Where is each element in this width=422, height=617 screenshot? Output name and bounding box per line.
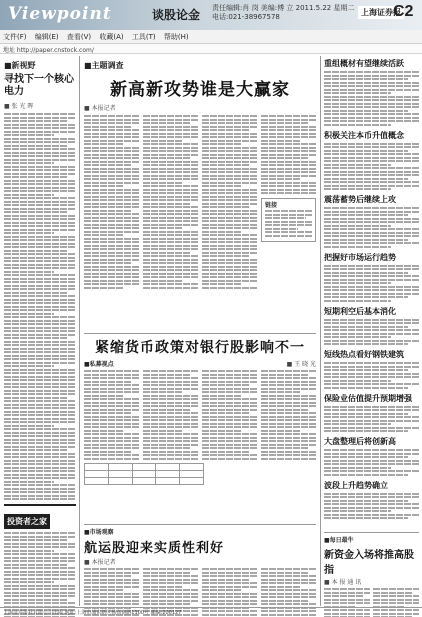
menu-file[interactable]: 文件(F)	[3, 33, 27, 41]
third-article-headline[interactable]: 航运股迎来实质性利好	[84, 541, 225, 556]
right-item-headline[interactable]: 把握好市场运行趋势	[324, 252, 396, 262]
right-bottom-byline: ■ 本 报 通 讯	[324, 579, 362, 586]
menu-edit[interactable]: 编辑(E)	[34, 33, 59, 41]
column-divider	[79, 56, 80, 606]
header-info-line1: 责任编辑:肖 岗 美编:傅 立 2011.5.22 星期二	[212, 4, 355, 12]
second-article-tag: ■私募视点	[84, 361, 114, 368]
brand-logo: 上海证券报	[358, 6, 404, 19]
right-item-headline[interactable]: 重组概材有望继续活跃	[324, 59, 404, 68]
right-bottom-tag: ■每日最牛	[324, 537, 354, 544]
main-article-tag: ■主题调查	[84, 61, 124, 70]
menu-favorites[interactable]: 收藏(A)	[99, 33, 124, 41]
note-title: 链接	[265, 202, 278, 209]
left-sidebar	[4, 60, 76, 617]
header-info	[212, 4, 354, 22]
right-item-headline[interactable]: 震荡蓄势后继续上攻	[324, 195, 396, 204]
table-row	[85, 471, 204, 478]
header-info-line2: 电话:021-38967578	[212, 13, 280, 21]
right-item-headline[interactable]: 短期利空后基本消化	[324, 306, 396, 316]
table-row	[85, 464, 204, 471]
table-row	[85, 478, 204, 485]
right-bottom-headline[interactable]: 新资金入场将推高股指	[324, 550, 414, 576]
main-article	[84, 60, 316, 290]
second-article	[84, 337, 316, 485]
menu-view[interactable]: 查看(V)	[66, 33, 92, 41]
page-number: C2	[393, 3, 414, 20]
menu-help[interactable]: 帮助(H)	[163, 33, 189, 41]
third-article-byline: ■ 本报记者	[84, 559, 116, 566]
sidebar-headline[interactable]: 寻找下一个核心电力	[4, 74, 74, 97]
logo: Viewpoint	[8, 4, 112, 24]
section-divider	[324, 532, 419, 533]
third-article	[84, 527, 316, 617]
right-item-headline[interactable]: 大盘整理后将创新高	[324, 437, 396, 446]
main-article-note	[261, 198, 316, 242]
main-article-body	[84, 115, 316, 290]
investor-box	[4, 504, 76, 617]
second-article-body	[84, 370, 316, 461]
page-footer: 上海证券报社有限公司出版 地址:上海市浦东新区杨高南路1100号 邮编:200127	[0, 607, 422, 617]
section-divider	[84, 524, 316, 525]
address-bar[interactable]: 地址 http://paper.cnstock.com/	[0, 44, 422, 54]
second-article-byline: ■ 王 晓 光	[286, 361, 316, 368]
right-item-headline[interactable]: 短线热点看好钢铁建筑	[324, 350, 404, 359]
third-article-tag: ■市场观察	[84, 529, 114, 536]
section-title: 谈股论金	[152, 8, 201, 22]
column-divider	[320, 56, 321, 606]
right-item-headline[interactable]: 保险业估值提升预期增强	[324, 393, 412, 403]
right-bottom-article	[324, 535, 419, 617]
investor-box-title: 投资者之家	[4, 514, 50, 529]
right-item-headline[interactable]: 积极关注本币升值概念	[324, 130, 404, 140]
data-table	[84, 463, 204, 485]
browser-menu-bar	[0, 30, 422, 44]
second-article-headline[interactable]: 紧缩货币政策对银行股影响不一	[95, 340, 305, 356]
section-divider	[84, 333, 316, 334]
right-item-headline[interactable]: 波段上升趋势确立	[324, 480, 388, 490]
sidebar-body	[4, 113, 76, 500]
sidebar-tag: ■新视野	[4, 61, 36, 70]
right-column	[324, 58, 419, 523]
main-article-byline: ■ 本报记者	[84, 105, 116, 112]
page-header	[0, 0, 422, 30]
menu-tools[interactable]: 工具(T)	[131, 33, 156, 41]
sidebar-byline: ■ 张 光 晖	[4, 103, 34, 110]
main-article-headline[interactable]: 新高新攻势谁是大赢家	[110, 80, 290, 100]
